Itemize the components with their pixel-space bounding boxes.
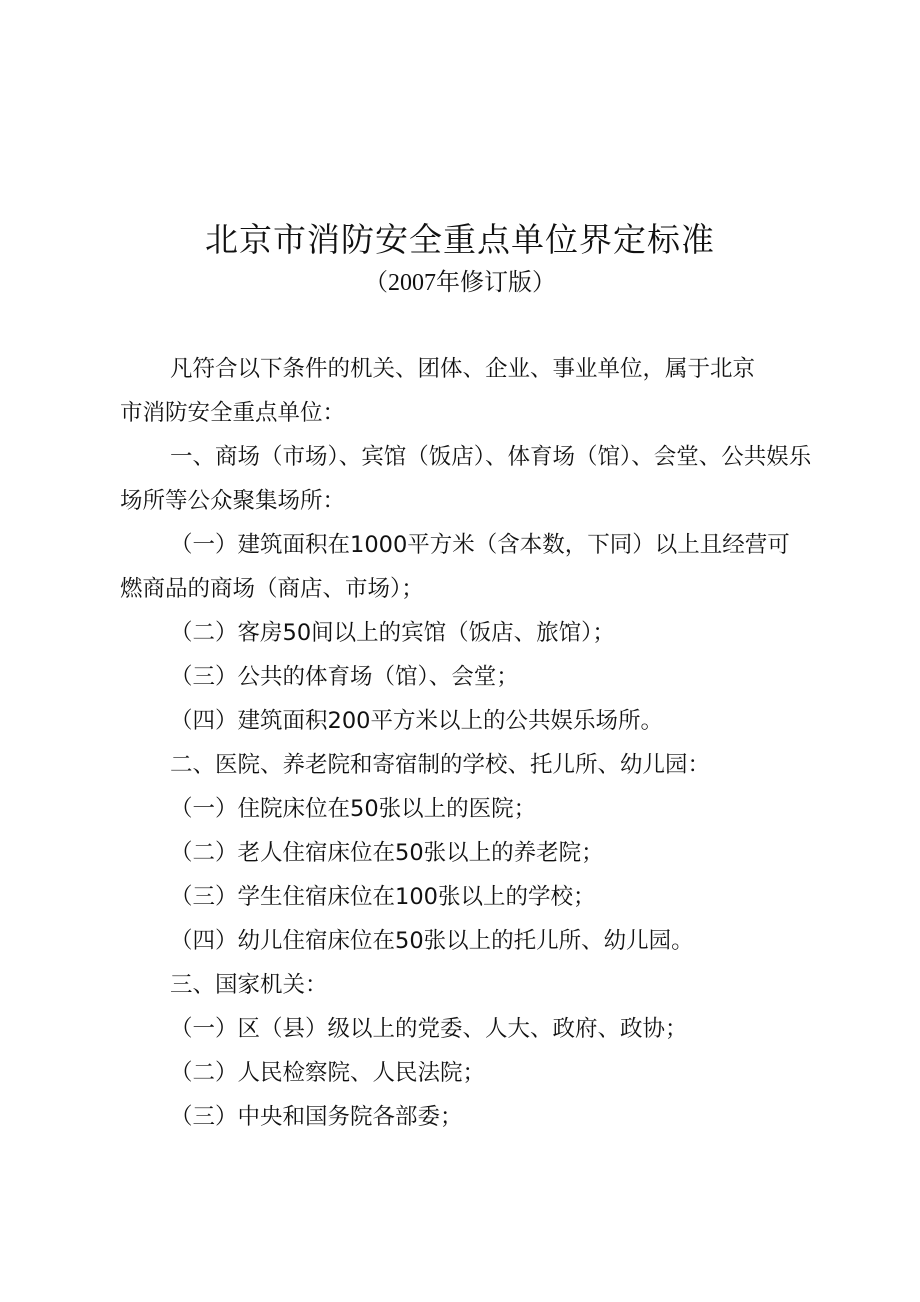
intro-line-2: 市消防安全重点单位： bbox=[120, 400, 346, 426]
document-body bbox=[120, 347, 812, 1139]
section-1-item-1-line-2: 燃商品的商场（商店、市场）； bbox=[120, 576, 424, 602]
intro-line-1: 凡符合以下条件的机关、团体、企业、事业单位，属于北京 bbox=[170, 356, 756, 382]
section-3-item-3: （三）中央和国务院各部委； bbox=[170, 1104, 463, 1130]
section-1-heading-line-2: 场所等公众聚集场所： bbox=[120, 488, 346, 514]
section-1-item-2: （二）客房50间以上的宾馆（饭店、旅馆）； bbox=[170, 620, 615, 646]
section-2-item-3: （三）学生住宿床位在100张以上的学校； bbox=[170, 884, 596, 910]
section-3-heading: 三、国家机关： bbox=[170, 972, 328, 998]
section-3-item-2: （二）人民检察院、人民法院； bbox=[170, 1060, 486, 1086]
section-1-item-1-line-1: （一）建筑面积在1000平方米（含本数，下同）以上且经营可 bbox=[170, 532, 790, 558]
section-1-item-4: （四）建筑面积200平方米以上的公共娱乐场所。 bbox=[170, 708, 663, 734]
section-1-heading-line-1: 一、商场（市场）、宾馆（饭店）、体育场（馆）、会堂、公共娱乐 bbox=[170, 444, 812, 470]
document-subtitle: （2007年修订版） bbox=[364, 270, 556, 296]
document-title: 北京市消防安全重点单位界定标准 bbox=[205, 220, 715, 259]
section-3-item-1: （一）区（县）级以上的党委、人大、政府、政协； bbox=[170, 1016, 688, 1042]
section-2-item-2: （二）老人住宿床位在50张以上的养老院； bbox=[170, 840, 604, 866]
section-2-item-4: （四）幼儿住宿床位在50张以上的托儿所、幼儿园。 bbox=[170, 928, 694, 954]
section-2-item-1: （一）住院床位在50张以上的医院； bbox=[170, 796, 537, 822]
section-2-heading: 二、医院、养老院和寄宿制的学校、托儿所、幼儿园： bbox=[170, 752, 711, 778]
section-1-item-3: （三）公共的体育场（馆）、会堂； bbox=[170, 664, 519, 690]
